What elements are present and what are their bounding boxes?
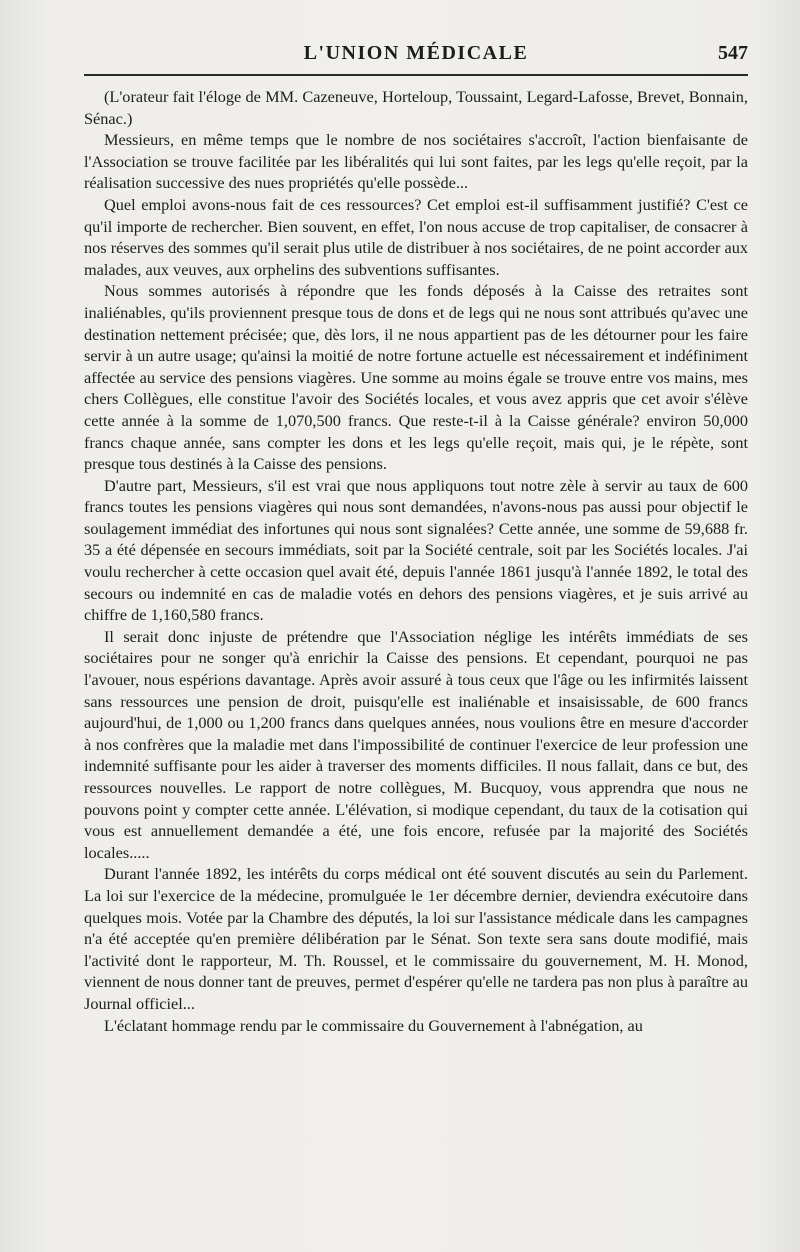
body-text	[84, 86, 748, 1036]
paragraph: Messieurs, en même temps que le nombre de nos sociétaires s'accroît, l'action bienfaisante de l'Association se trouve facilitée par les libéralités qui lui sont faites, par les legs qu'elle reçoit, par la réalisation successive des nues propriétés qu'elle possède...	[84, 130, 748, 193]
paragraph: Nous sommes autorisés à répondre que les fonds déposés à la Caisse des retraites sont inaliénables, qu'ils proviennent presque tous de dons et de legs qui ne nous sont attribués qu'avec une destination nettement précisée; que, dès lors, il ne nous appartient pas de les détourner pour les faire servir à un autre usage; qu'ainsi la moitié de notre fortune actuelle est nécessairement et indéfiniment affectée au service des pensions viagères. Une somme au moins égale se trouve entre vos mains, mes chers Collègues, elle constitue l'avoir des Sociétés locales, et vous avez appris que cet avoir s'élève cette année à la somme de 1,070,500 francs. Que reste-t-il à la Caisse générale? environ 50,000 francs chaque année, sans compter les dons et les legs qu'elle reçoit, mais qui, je le répète, sont presque tous destinés à la Caisse des pensions.	[84, 281, 748, 474]
page-header	[84, 34, 748, 76]
paragraph: L'éclatant hommage rendu par le commissaire du Gouvernement à l'abnégation, au	[104, 1015, 643, 1035]
running-title: L'UNION MÉDICALE	[303, 42, 529, 64]
paragraph: Quel emploi avons-nous fait de ces ressources? Cet emploi est-il suffisamment justifié? C'est ce qu'il importe de rechercher. Bien souvent, en effet, l'on nous accuse de trop capitaliser, de consacrer à nos réserves des sommes qu'il serait plus utile de distribuer à nos sociétaires, de ne point accorder aux malades, aux veuves, aux orphelins des subventions suffisantes.	[84, 194, 748, 279]
paragraph: (L'orateur fait l'éloge de MM. Cazeneuve, Horteloup, Toussaint, Legard-Lafosse, Brevet, Bonnain, Sénac.)	[84, 87, 748, 128]
page-number: 547	[718, 42, 748, 64]
paragraph: D'autre part, Messieurs, s'il est vrai que nous appliquons tout notre zèle à servir au taux de 600 francs toutes les pensions viagères qui nous sont demandées, n'avons-nous pas aussi pour objectif le soulagement immédiat des infortunes qui nous sont signalées? Cette année, une somme de 59,688 fr. 35 a été dépensée en secours immédiats, soit par la Société centrale, soit par les Sociétés locales. J'ai voulu rechercher à cette occasion quel avait été, depuis l'année 1861 jusqu'à l'année 1892, le total des secours ou indemnité en cas de maladie votés en dehors des pensions viagères, et je suis arrivé au chiffre de 1,160,580 francs.	[84, 475, 748, 625]
paragraph: Durant l'année 1892, les intérêts du corps médical ont été souvent discutés au sein du Parlement. La loi sur l'exercice de la médecine, promulguée le 1er décembre dernier, deviendra exécutoire dans quelques mois. Votée par la Chambre des députés, la loi sur l'assistance médicale dans les campagnes n'a été acceptée qu'en première délibération par le Sénat. Son texte sera sans doute modifié, mais l'activité dont le rapporteur, M. Th. Roussel, et le commissaire du gouvernement, M. H. Monod, viennent de nous donner tant de preuves, permet d'espérer qu'elle ne tardera pas non plus à paraître au Journal officiel...	[84, 864, 748, 1013]
paragraph: Il serait donc injuste de prétendre que l'Association néglige les intérêts immédiats de ses sociétaires pour ne songer qu'à enrichir la Caisse des pensions. Et cependant, pourquoi ne pas l'avouer, nous espérions davantage. Après avoir assuré à tous ceux que l'âge ou les infirmités laissent sans ressources une pension de droit, puisqu'elle est inaliénable et insaisissable, de 600 francs aujourd'hui, de 1,000 ou 1,200 francs dans quelques années, nous voulions être en mesure d'accorder à nos confrères que la maladie met dans l'impossibilité de continuer l'exercice de leur profession une indemnité suffisante pour les aider à traverser des moments difficiles. Il nous fallait, dans ce but, des ressources nouvelles. Le rapport de notre collègues, M. Bucquoy, vous apprendra que nous ne pouvons point y compter cette année. L'élévation, si modique cependant, du taux de la cotisation qui vous est annuellement demandée a été, une fois encore, refusée par la majorité des Sociétés locales.....	[84, 626, 748, 862]
